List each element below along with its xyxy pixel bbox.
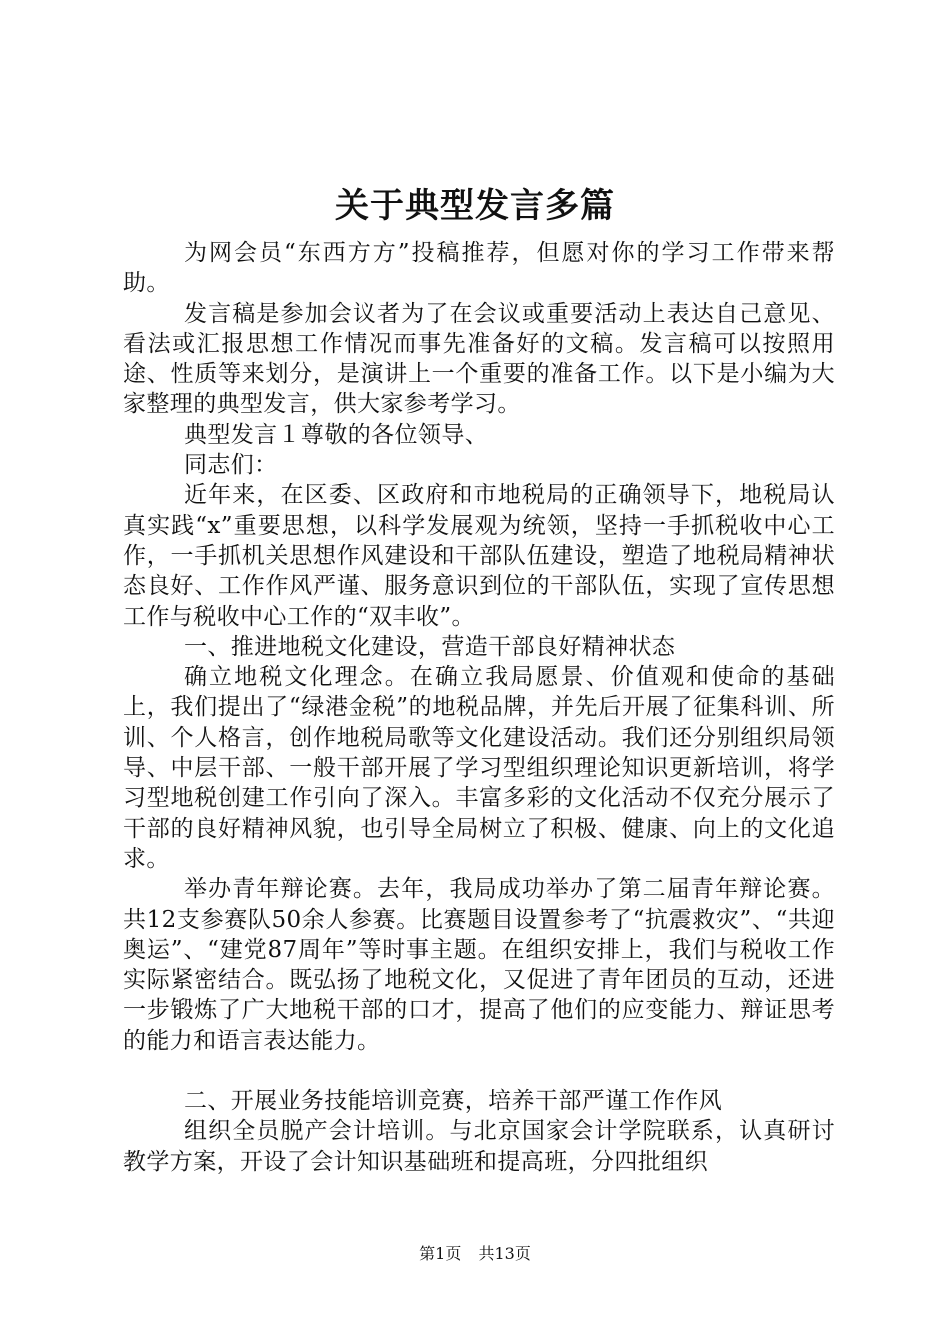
paragraph-overview: 近年来，在区委、区政府和市地税局的正确领导下，地税局认真实践“x”重要思想，以科学发展观为统领，坚持一手抓税收中心工作，一手抓机关思想作风建设和干部队伍建设，塑造了地税局精神状态良好、工作作风严谨、服务意识到位的干部队伍，实现了宣传思想工作与税收中心工作的“双丰收”。 <box>123 482 835 630</box>
page-footer <box>0 1243 950 1265</box>
page-total: 共13页 <box>478 1244 531 1263</box>
page-number: 第1页 <box>419 1244 462 1263</box>
document-title: 关于典型发言多篇 <box>335 186 615 226</box>
paragraph-culture: 确立地税文化理念。在确立我局愿景、价值观和使命的基础上，我们提出了“绿港金税”的地税品牌，并先后开展了征集科训、所训、个人格言，创作地税局歌等文化建设活动。我们还分别组织局领导、中层干部、一般干部开展了学习型组织理论知识更新培训，将学习型地税创建工作引向了深入。丰富多彩的文化活动不仅充分展示了干部的良好精神风貌，也引导全局树立了积极、健康、向上的文化追求。 <box>123 664 835 872</box>
paragraph-debate: 举办青年辩论赛。去年，我局成功举办了第二届青年辩论赛。共12支参赛队50余人参赛。比赛题目设置参考了“抗震救灾”、“共迎奥运”、“建党87周年”等时事主题。在组织安排上，我们与税收工作实际紧密结合。既弘扬了地税文化，又促进了青年团员的互动，还进一步锻炼了广大地税干部的口才，提高了他们的应变能力、辩证思考的能力和语言表达能力。 <box>123 876 835 1054</box>
paragraph-salutation: 同志们： <box>183 452 278 479</box>
document-body <box>123 238 835 1177</box>
section-heading-1: 一、推进地税文化建设，营造干部良好精神状态 <box>183 633 676 660</box>
paragraph-speech-heading: 典型发言１尊敬的各位领导、 <box>183 421 489 448</box>
paragraph-training: 组织全员脱产会计培训。与北京国家会计学院联系，认真研讨教学方案，开设了会计知识基础班和提高班，分四批组织 <box>123 1118 835 1175</box>
paragraph-intro: 为网会员“东西方方”投稿推荐，但愿对你的学习工作带来帮助。 <box>123 240 835 297</box>
paragraph-definition: 发言稿是参加会议者为了在会议或重要活动上表达自己意见、看法或汇报思想工作情况而事先准备好的文稿。发言稿可以按照用途、性质等来划分，是演讲上一个重要的准备工作。以下是小编为大家整理的典型发言，供大家参考学习。 <box>123 300 835 418</box>
section-heading-2: 二、开展业务技能培训竞赛，培养干部严谨工作作风 <box>183 1088 723 1115</box>
